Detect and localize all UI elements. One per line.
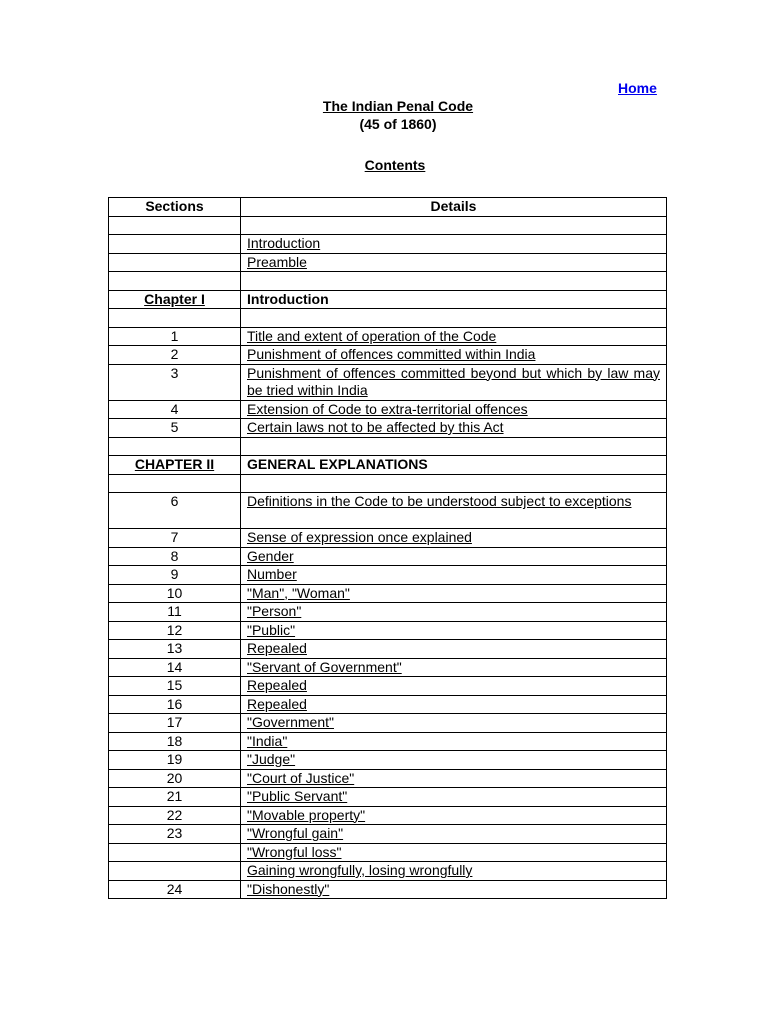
- section-detail: [241, 529, 667, 548]
- section-link[interactable]: "Movable property": [247, 806, 366, 823]
- contents-heading-text: Contents: [364, 157, 426, 173]
- table-row: [109, 547, 667, 566]
- section-number: 6: [109, 493, 241, 529]
- table-row: [109, 862, 667, 881]
- table-row: [109, 566, 667, 585]
- table-row: [109, 493, 667, 529]
- section-detail: [241, 419, 667, 438]
- section-link[interactable]: Definitions in the Code to be understood subject to exceptions: [247, 493, 632, 509]
- table-row: [109, 695, 667, 714]
- chapter-label[interactable]: CHAPTER II: [134, 456, 215, 472]
- section-detail: [241, 862, 667, 881]
- section-link[interactable]: "Public": [247, 621, 296, 638]
- section-link[interactable]: Gender: [247, 547, 294, 564]
- section-detail: [241, 640, 667, 659]
- section-link[interactable]: Repealed: [247, 695, 307, 712]
- table-row: [109, 658, 667, 677]
- table-row: [109, 529, 667, 548]
- section-link[interactable]: Introduction: [247, 235, 321, 251]
- table-row: [109, 769, 667, 788]
- table-row: [109, 640, 667, 659]
- section-link[interactable]: Punishment of offences committed beyond but which by law may be tried within India: [247, 364, 660, 398]
- section-number: 21: [109, 788, 241, 807]
- section-link[interactable]: "Man", "Woman": [247, 584, 350, 601]
- spacer-row: [109, 309, 667, 328]
- sections-column-header: Sections: [109, 198, 241, 217]
- table-row: [109, 400, 667, 419]
- section-number: 1: [109, 327, 241, 346]
- home-link[interactable]: Home: [618, 80, 657, 96]
- section-detail: [241, 806, 667, 825]
- section-detail: [241, 584, 667, 603]
- table-row: [109, 346, 667, 365]
- section-number: 3: [109, 364, 241, 400]
- table-row: [109, 806, 667, 825]
- section-link[interactable]: "Public Servant": [247, 788, 348, 804]
- section-detail: [241, 695, 667, 714]
- table-header-row: [109, 198, 667, 217]
- section-number: 7: [109, 529, 241, 548]
- table-row: [109, 419, 667, 438]
- section-detail: [241, 346, 667, 365]
- details-column-header: Details: [241, 198, 667, 217]
- section-detail: [241, 788, 667, 807]
- section-link[interactable]: Certain laws not to be affected by this Act: [247, 419, 504, 435]
- chapter-row: [109, 456, 667, 475]
- section-number: 20: [109, 769, 241, 788]
- table-row: [109, 364, 667, 400]
- section-detail: [241, 253, 667, 272]
- section-detail: [241, 769, 667, 788]
- section-number: 12: [109, 621, 241, 640]
- section-detail: [241, 603, 667, 622]
- section-link[interactable]: "Wrongful gain": [247, 825, 344, 841]
- section-detail: [241, 843, 667, 862]
- section-detail: [241, 493, 667, 529]
- section-detail: [241, 714, 667, 733]
- section-link[interactable]: Gaining wrongfully, losing wrongfully: [247, 862, 473, 878]
- section-number: 10: [109, 584, 241, 603]
- section-link[interactable]: "Government": [247, 714, 334, 730]
- section-detail: [241, 566, 667, 585]
- spacer-row: [109, 437, 667, 456]
- section-detail: [241, 364, 667, 400]
- section-detail: [241, 400, 667, 419]
- chapter-row: [109, 290, 667, 309]
- section-number: 24: [109, 880, 241, 899]
- table-row: [109, 603, 667, 622]
- section-detail: [241, 547, 667, 566]
- chapter-label-cell: [109, 456, 241, 475]
- table-row: [109, 584, 667, 603]
- section-number: 4: [109, 400, 241, 419]
- section-link[interactable]: "Dishonestly": [247, 880, 330, 897]
- section-detail: [241, 751, 667, 770]
- section-link[interactable]: Repealed: [247, 640, 307, 656]
- section-number: 13: [109, 640, 241, 659]
- section-link[interactable]: "Court of Justice": [247, 769, 355, 786]
- document-title-text: The Indian Penal Code: [322, 98, 474, 114]
- section-number: [109, 235, 241, 254]
- section-number: [109, 253, 241, 272]
- section-detail: [241, 732, 667, 751]
- section-detail: [241, 825, 667, 844]
- table-row: [109, 732, 667, 751]
- table-row: [109, 235, 667, 254]
- contents-heading: [0, 157, 768, 173]
- section-number: 22: [109, 806, 241, 825]
- section-link[interactable]: Number: [247, 566, 297, 582]
- section-detail: [241, 658, 667, 677]
- section-link[interactable]: Repealed: [247, 677, 307, 693]
- section-number: 17: [109, 714, 241, 733]
- section-number: 16: [109, 695, 241, 714]
- chapter-label-cell: [109, 290, 241, 309]
- table-row: [109, 253, 667, 272]
- section-link[interactable]: "Judge": [247, 751, 296, 767]
- section-number: 18: [109, 732, 241, 751]
- section-detail: [241, 327, 667, 346]
- section-link[interactable]: Title and extent of operation of the Code: [247, 327, 497, 344]
- chapter-title: Introduction: [241, 290, 667, 309]
- section-link[interactable]: Sense of expression once explained: [247, 529, 472, 545]
- table-row: [109, 621, 667, 640]
- document-title: [0, 98, 768, 114]
- chapter-label[interactable]: Chapter I: [144, 290, 205, 307]
- section-detail: [241, 235, 667, 254]
- section-number: 14: [109, 658, 241, 677]
- table-row: [109, 880, 667, 899]
- section-link[interactable]: "Person": [247, 603, 302, 619]
- spacer-row: [109, 216, 667, 235]
- table-row: [109, 751, 667, 770]
- section-link[interactable]: Punishment of offences committed within India: [247, 346, 536, 362]
- spacer-row: [109, 474, 667, 493]
- section-number: 19: [109, 751, 241, 770]
- section-number: 8: [109, 547, 241, 566]
- section-detail: [241, 621, 667, 640]
- section-link[interactable]: "Wrongful loss": [247, 843, 342, 860]
- chapter-title: GENERAL EXPLANATIONS: [241, 456, 667, 475]
- spacer-row: [109, 272, 667, 291]
- section-link[interactable]: "India": [247, 732, 288, 749]
- section-link[interactable]: Extension of Code to extra-territorial offences: [247, 400, 528, 417]
- section-number: 15: [109, 677, 241, 696]
- section-number: 2: [109, 346, 241, 365]
- section-number: 9: [109, 566, 241, 585]
- section-link[interactable]: Preamble: [247, 253, 307, 270]
- contents-table: [108, 197, 667, 899]
- section-number: 23: [109, 825, 241, 844]
- section-number: [109, 843, 241, 862]
- section-detail: [241, 880, 667, 899]
- section-number: 5: [109, 419, 241, 438]
- section-detail: [241, 677, 667, 696]
- table-row: [109, 788, 667, 807]
- table-row: [109, 825, 667, 844]
- section-number: 11: [109, 603, 241, 622]
- table-row: [109, 327, 667, 346]
- table-row: [109, 714, 667, 733]
- document-subtitle: (45 of 1860): [359, 116, 437, 132]
- section-number: [109, 862, 241, 881]
- table-row: [109, 843, 667, 862]
- table-row: [109, 677, 667, 696]
- section-link[interactable]: "Servant of Government": [247, 658, 402, 675]
